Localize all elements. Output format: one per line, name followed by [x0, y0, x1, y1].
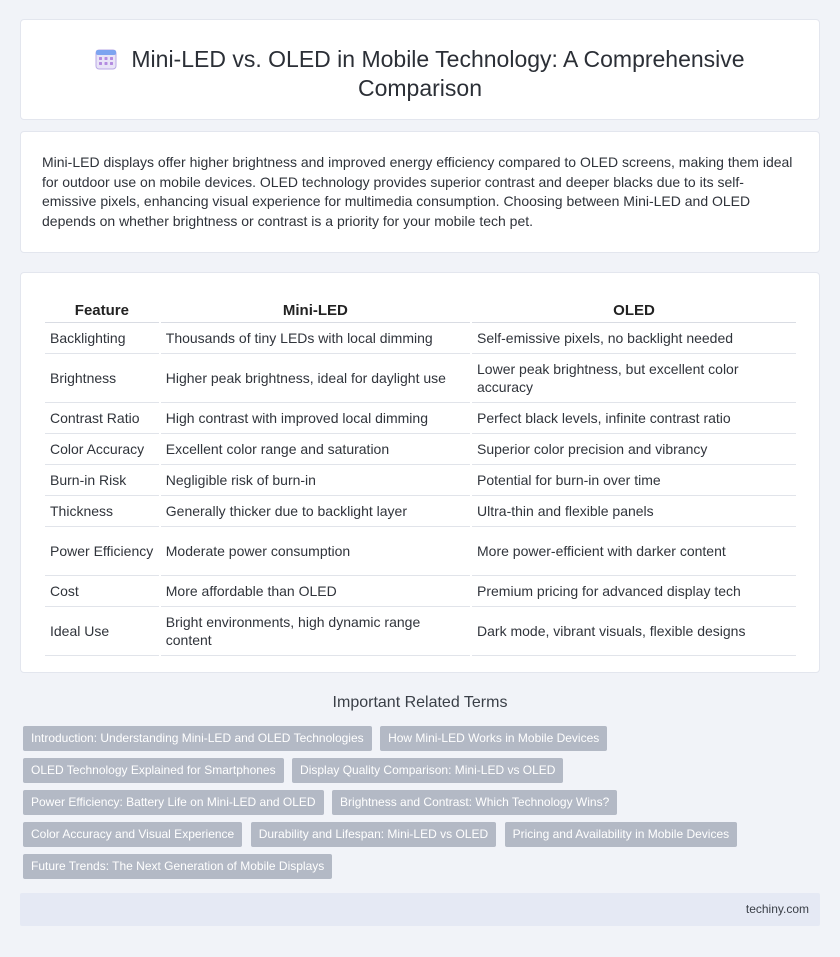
calendar-grid-icon: [95, 48, 117, 70]
comparison-table-card: [20, 272, 820, 673]
header-mini-led: Mini-LED: [161, 293, 470, 323]
oled-cell: Perfect black levels, infinite contrast ratio: [472, 403, 796, 434]
header-oled: OLED: [472, 293, 796, 323]
mini-led-cell: High contrast with improved local dimming: [161, 403, 470, 434]
related-term-tag[interactable]: Power Efficiency: Battery Life on Mini-LED and OLED: [23, 790, 324, 815]
table-header-row: [45, 293, 796, 323]
oled-cell: Superior color precision and vibrancy: [472, 434, 796, 465]
table-row: [45, 354, 796, 403]
related-term-tag[interactable]: Durability and Lifespan: Mini-LED vs OLED: [251, 822, 496, 847]
oled-cell: Dark mode, vibrant visuals, flexible designs: [472, 607, 796, 656]
related-term-tag[interactable]: Display Quality Comparison: Mini-LED vs OLED: [292, 758, 563, 783]
table-row: [45, 576, 796, 607]
table-row: [45, 323, 796, 354]
oled-cell: Potential for burn-in over time: [472, 465, 796, 496]
table-row: [45, 434, 796, 465]
oled-cell: Self-emissive pixels, no backlight needed: [472, 323, 796, 354]
table-row: [45, 607, 796, 656]
related-term-tag[interactable]: Pricing and Availability in Mobile Devices: [505, 822, 738, 847]
related-term-tag[interactable]: Future Trends: The Next Generation of Mobile Displays: [23, 854, 332, 879]
feature-cell: Thickness: [45, 496, 159, 527]
feature-cell: Ideal Use: [45, 607, 159, 656]
mini-led-cell: Thousands of tiny LEDs with local dimming: [161, 323, 470, 354]
intro-paragraph: Mini-LED displays offer higher brightness and improved energy efficiency compared to OLED screens, making them ideal for outdoor use on mobile devices. OLED technology provides superior contrast and deeper blacks due to its self-emissive pixels, enhancing visual experience for multimedia consumption. Choosing between Mini-LED and OLED depends on whether brightness or contrast is a priority for your mobile tech pet.: [42, 154, 793, 229]
feature-cell: Contrast Ratio: [45, 403, 159, 434]
oled-cell: Lower peak brightness, but excellent color accuracy: [472, 354, 796, 403]
page-title: [81, 45, 759, 103]
mini-led-cell: More affordable than OLED: [161, 576, 470, 607]
oled-cell: Ultra-thin and flexible panels: [472, 496, 796, 527]
mini-led-cell: Negligible risk of burn-in: [161, 465, 470, 496]
related-terms-title: Important Related Terms: [332, 694, 508, 711]
mini-led-cell: Bright environments, high dynamic range content: [161, 607, 470, 656]
related-term-tag[interactable]: Introduction: Understanding Mini-LED and OLED Technologies: [23, 726, 372, 751]
feature-cell: Power Efficiency: [45, 527, 159, 576]
mini-led-cell: Excellent color range and saturation: [161, 434, 470, 465]
footer: [20, 893, 820, 926]
header-feature: Feature: [45, 293, 159, 323]
oled-cell: Premium pricing for advanced display tech: [472, 576, 796, 607]
related-term-tag[interactable]: Color Accuracy and Visual Experience: [23, 822, 242, 847]
mini-led-cell: Higher peak brightness, ideal for daylight use: [161, 354, 470, 403]
related-term-tag[interactable]: OLED Technology Explained for Smartphones: [23, 758, 284, 783]
feature-cell: Burn-in Risk: [45, 465, 159, 496]
table-row: [45, 496, 796, 527]
oled-cell: More power-efficient with darker content: [472, 527, 796, 576]
feature-cell: Backlighting: [45, 323, 159, 354]
table-row: [45, 465, 796, 496]
mini-led-cell: Moderate power consumption: [161, 527, 470, 576]
table-row: [45, 403, 796, 434]
table-row: [45, 527, 796, 576]
comparison-table: [43, 293, 798, 656]
feature-cell: Cost: [45, 576, 159, 607]
feature-cell: Brightness: [45, 354, 159, 403]
related-term-tag[interactable]: Brightness and Contrast: Which Technology Wins?: [332, 790, 617, 815]
related-term-tag[interactable]: How Mini-LED Works in Mobile Devices: [380, 726, 607, 751]
intro-card: [20, 131, 820, 253]
page-title-text: Mini-LED vs. OLED in Mobile Technology: A Comprehensive Comparison: [131, 46, 745, 101]
mini-led-cell: Generally thicker due to backlight layer: [161, 496, 470, 527]
related-terms-list: [23, 726, 813, 886]
feature-cell: Color Accuracy: [45, 434, 159, 465]
header-card: [20, 19, 820, 120]
footer-site-link[interactable]: techiny.com: [745, 902, 809, 916]
